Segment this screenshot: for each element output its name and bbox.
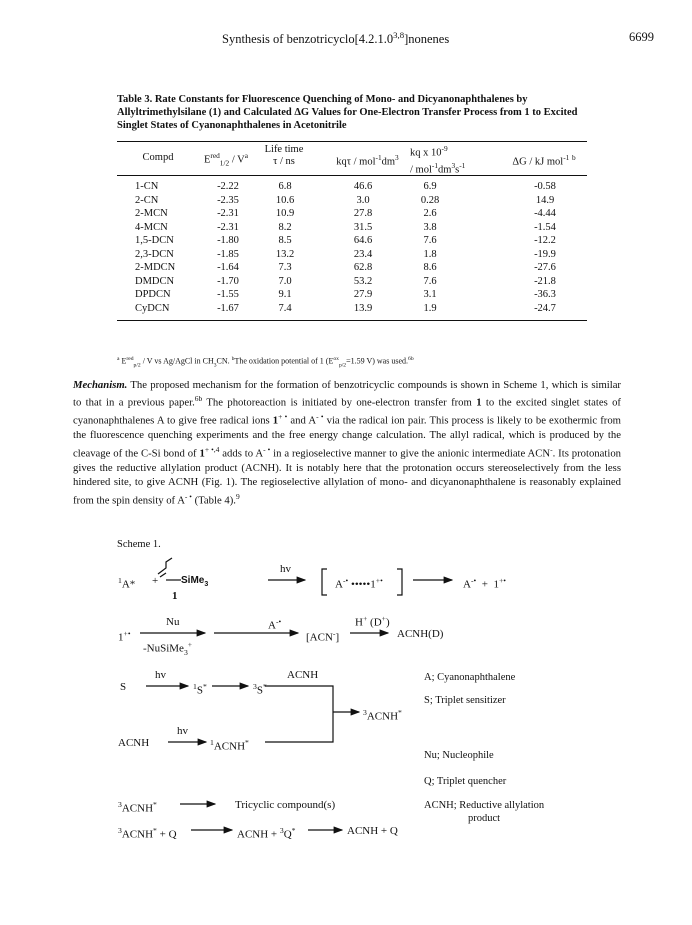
table-cell-compd: 1,5-DCN — [135, 235, 174, 246]
scheme-triplet-s: $^3$S* — [253, 682, 267, 697]
scheme-hv-3: hv — [177, 725, 188, 737]
table-cell-tau: 10.6 — [275, 194, 295, 206]
scheme-singlet-s: $^1$S* — [193, 682, 207, 697]
scheme-proton: H+ (D+) — [355, 614, 390, 629]
table-cell-kq: 1.9 — [423, 302, 437, 314]
scheme-products-1: A-• + 1+• — [463, 576, 506, 591]
table-footnote: $^a$ $E^{red}_{p/2}$ / V vs Ag/AgCl in $CH_3CN$. $^b$The oxidation potential of 1 ($E^{ox}_{p/2}=1.59$ V) was used.$^{6b}$ — [117, 356, 414, 369]
table-cell-ered: -1.67 — [217, 302, 239, 314]
scheme-radical-cation: 1+• — [118, 629, 131, 644]
table-cell-dg: -21.8 — [534, 275, 556, 287]
scheme-plus-1: + — [152, 575, 159, 587]
legend-s: S; Triplet sensitizer — [424, 695, 506, 706]
table-cell-dg: 14.9 — [535, 194, 555, 206]
table-cell-compd: DMDCN — [135, 275, 175, 287]
scheme-a-excited: $^1$A* — [118, 576, 136, 591]
table-cell-tau: 6.8 — [278, 181, 292, 192]
table-cell-ered: -1.64 — [217, 262, 239, 273]
scheme-nusime3: -NuSiMe$_3$+ — [143, 640, 193, 657]
table-cell-kqt: 13.9 — [353, 302, 373, 314]
scheme-label: Scheme 1. — [117, 539, 161, 550]
connector-lines — [265, 686, 333, 742]
table-cell-compd: 4-MCN — [135, 221, 168, 233]
table-cell-dg: -0.58 — [534, 181, 556, 192]
table-cell-kqt: 31.5 — [353, 221, 373, 233]
header-lifetime: Life time τ / ns — [264, 144, 304, 167]
table-cell-compd: 2-MCN — [135, 208, 168, 219]
table-cell-kqt: 46.6 — [353, 181, 373, 192]
table-cell-ered: -1.70 — [217, 275, 239, 287]
scheme-acnh-top: ACNH — [287, 669, 319, 681]
table-cell-compd: 2-MDCN — [135, 262, 176, 273]
scheme-reagent-number: 1 — [172, 590, 178, 602]
scheme-quench-products: ACNH + Q — [347, 825, 398, 837]
table-cell-kq: 6.9 — [423, 181, 437, 192]
table-cell-kq: 3.8 — [423, 221, 437, 233]
legend-acnh-cont: product — [468, 813, 501, 824]
header-compd: Compd — [142, 152, 174, 163]
table-cell-tau: 10.9 — [275, 208, 295, 219]
page-number: 6699 — [629, 30, 654, 44]
table-cell-kqt: 62.8 — [353, 262, 373, 273]
table-cell-kq: 7.6 — [423, 275, 437, 287]
table-cell-dg: -24.7 — [534, 302, 556, 314]
table-cell-kq: 7.6 — [423, 235, 437, 246]
scheme-triplet-acnh-left: $^3$ACNH* — [118, 800, 157, 815]
allylsilane-structure — [158, 558, 181, 580]
table-cell-kqt: 27.9 — [353, 289, 373, 300]
legend-a: A; Cyanonaphthalene — [424, 672, 516, 683]
table-cell-kq: 3.1 — [423, 289, 437, 300]
table-cell-tau: 8.5 — [278, 235, 292, 246]
table-cell-ered: -2.31 — [217, 208, 239, 219]
table-cell-compd: DPDCN — [135, 289, 171, 300]
table-cell-compd: CyDCN — [135, 302, 170, 314]
scheme-a-anion-reagent: A-• — [268, 617, 282, 632]
table-cell-dg: -1.54 — [534, 221, 556, 233]
scheme-acnh-left: ACNH — [118, 737, 150, 749]
scheme-quench-intermediate: ACNH + $^3$Q* — [237, 826, 296, 841]
scheme-nu: Nu — [166, 616, 180, 628]
table-cell-tau: 9.1 — [278, 289, 292, 300]
header-kq: kq x $10^{-9}$ / $mol^{-1}dm^3s^{-1}$ — [410, 144, 466, 175]
table-cell-ered: -2.31 — [217, 221, 239, 233]
mechanism-paragraph: Mechanism. The proposed mechanism for the formation of benzotricyclic compounds is shown in Scheme 1, which is similar to that in a previous paper.$^{6b}$ The photoreaction is initiated by one-electron transfer from 1 to the excited singlet states of cyanonaphthalenes A to give free radical ions 1+ • and A- • via the radical ion pair. This process is likely to be exothermic from the fluorescence quenching experiments and the free energy change calculation. The allyl radical, which is produced by the cleavage of the C-Si bond of $1^{+ •,4}$ adds to A- • in a regioselective manner to give the anionic intermediate ACN-. Its protonation gives the reductive allylation product (ACNH). It is notably here that the protonation occurs stereoselectively from the less hindered site, to give ACNH (Fig. 1). The regioselective allylation of mono- and dicyanonaphthalene is reasonably explained from the spin density of A- • (Table 4).$^9$ — [73, 379, 622, 507]
scheme-acn-anion: [ACN-] — [306, 629, 340, 644]
scheme-ion-pair: A-• •••••1+• — [335, 576, 383, 591]
table-cell-kq: 0.28 — [420, 194, 440, 206]
table-cell-tau: 7.3 — [278, 262, 292, 273]
table-cell-dg: -36.3 — [534, 289, 556, 300]
table-cell-tau: 8.2 — [278, 221, 292, 233]
table-cell-kqt: 53.2 — [353, 275, 373, 287]
table-cell-ered: -2.35 — [217, 194, 239, 206]
table-cell-compd: 1-CN — [135, 181, 159, 192]
scheme-quench-reactants: $^3$ACNH* + Q — [118, 826, 177, 841]
table-cell-kqt: 3.0 — [356, 194, 370, 206]
table-cell-kqt: 23.4 — [353, 248, 373, 260]
scheme-hv-1: hv — [280, 563, 291, 575]
header-dg: ΔG / kJ mol$^{-1}$ $^b$ — [512, 153, 576, 168]
table-cell-tau: 7.0 — [278, 275, 292, 287]
table-cell-compd: 2-CN — [135, 194, 159, 206]
header-ered: $E^{red}_{1/2} / V^a$ — [203, 151, 249, 168]
table-cell-kq: 2.6 — [423, 208, 437, 219]
header-kqt: kqτ / $mol^{-1}dm^3$ — [336, 153, 399, 168]
scheme-triplet-acnh: $^3$ACNH* — [363, 708, 402, 723]
scheme-tricyclic: Tricyclic compound(s) — [235, 799, 336, 811]
table-cell-ered: -1.55 — [217, 289, 239, 300]
scheme-acnh-d: ACNH(D) — [397, 628, 444, 640]
scheme-singlet-acnh: $^1$ACNH* — [210, 738, 249, 753]
scheme-sime3: SiMe$_3$ — [181, 575, 209, 588]
table-cell-dg: -4.44 — [534, 208, 556, 219]
table-cell-dg: -19.9 — [534, 248, 556, 260]
table-cell-kqt: 64.6 — [353, 235, 373, 246]
table-cell-tau: 7.4 — [278, 302, 292, 314]
running-title: Synthesis of benzotricyclo[4.2.1.0$^{3,8}$]nonenes — [222, 30, 450, 47]
table-cell-kqt: 27.8 — [353, 208, 373, 219]
table-cell-dg: -27.6 — [534, 262, 556, 273]
table-cell-compd: 2,3-DCN — [135, 248, 174, 260]
legend-q: Q; Triplet quencher — [424, 776, 507, 787]
table-cell-kq: 8.6 — [423, 262, 437, 273]
scheme-hv-2: hv — [155, 669, 166, 681]
table-cell-ered: -1.80 — [217, 235, 239, 246]
table-cell-kq: 1.8 — [423, 248, 437, 260]
table-cell-dg: -12.2 — [534, 235, 556, 246]
table-caption: Table 3. Rate Constants for Fluorescence Quenching of Mono- and Dicyanonaphthalenes by Allyltrimethylsilane (1) and Calculated ΔG Values for One-Electron Transfer Process from 1 to Excited Singlet States of Cyanonaphthalenes in Acetonitrile — [117, 94, 578, 131]
table-cell-ered: -1.85 — [217, 248, 239, 260]
bracket-left — [322, 569, 327, 595]
table-cell-tau: 13.2 — [275, 248, 295, 260]
scheme-sensitizer: S — [120, 681, 127, 693]
table-cell-ered: -2.22 — [217, 181, 239, 192]
bracket-right — [397, 569, 402, 595]
legend-acnh: ACNH; Reductive allylation — [424, 800, 545, 811]
legend-nu: Nu; Nucleophile — [424, 750, 494, 761]
